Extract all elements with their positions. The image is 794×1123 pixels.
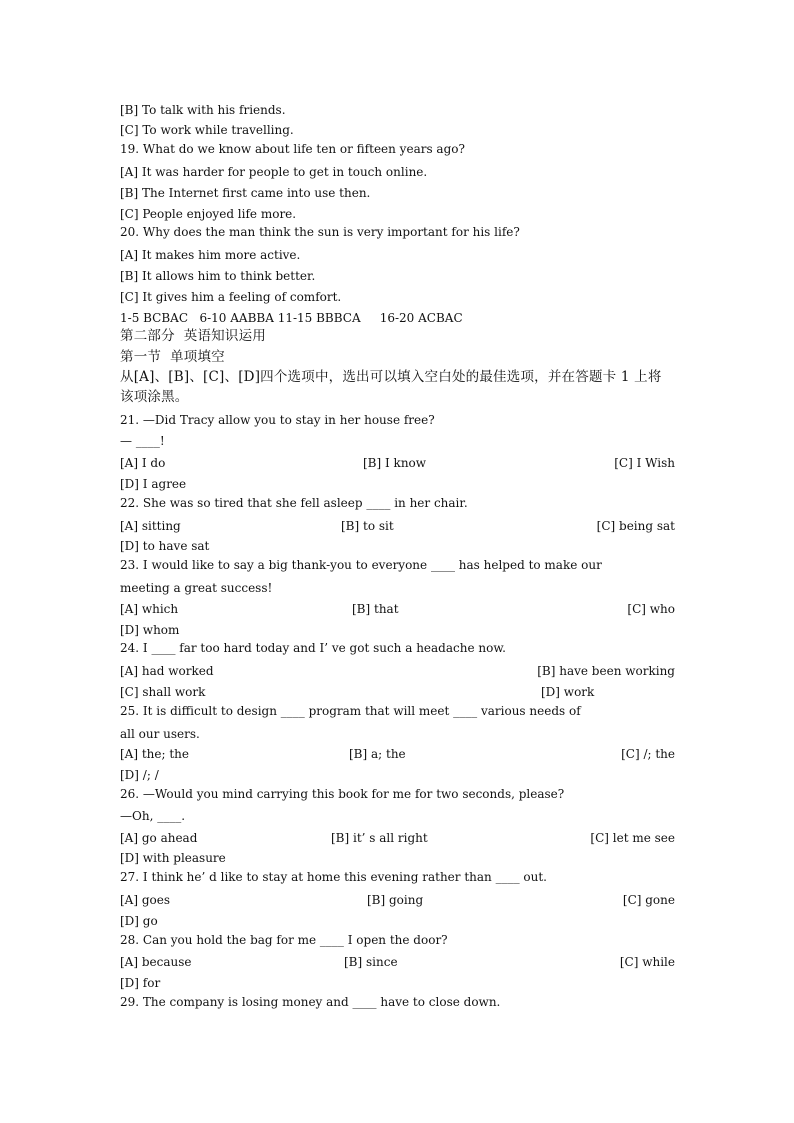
option-22d: [D] to have sat xyxy=(120,539,210,553)
option-25d: [D] /; / xyxy=(120,768,159,782)
question-25-continued: all our users. xyxy=(120,727,200,741)
subsection-heading: 第一节 单项填空 xyxy=(120,349,225,365)
option-20b: [B] It allows him to think better. xyxy=(120,269,316,283)
question-26-reply: —Oh, ____. xyxy=(120,809,186,823)
option-21d: [D] I agree xyxy=(120,477,187,491)
option-19c: [C] People enjoyed life more. xyxy=(120,207,297,221)
question-25: 25. It is difficult to design ____ program that will meet ____ various needs of xyxy=(120,704,581,718)
option-25c: [C] /; the xyxy=(621,747,675,761)
option-27b: [B] going xyxy=(367,893,424,907)
option-22a: [A] sitting xyxy=(120,519,181,533)
option-20c: [C] It gives him a feeling of comfort. xyxy=(120,290,342,304)
option-26c: [C] let me see xyxy=(590,831,675,845)
option-26d: [D] with pleasure xyxy=(120,851,226,865)
option-22b: [B] to sit xyxy=(341,519,394,533)
option-18b: [B] To talk with his friends. xyxy=(120,103,286,117)
option-20a: [A] It makes him more active. xyxy=(120,248,301,262)
question-27: 27. I think he’ d like to stay at home this evening rather than ____ out. xyxy=(120,870,547,884)
option-18c: [C] To work while travelling. xyxy=(120,123,294,137)
question-22: 22. She was so tired that she fell asleep ____ in her chair. xyxy=(120,496,468,510)
question-28: 28. Can you hold the bag for me ____ I open the door? xyxy=(120,933,448,947)
option-25b: [B] a; the xyxy=(349,747,406,761)
question-24: 24. I ____ far too hard today and I’ ve got such a headache now. xyxy=(120,641,506,655)
answer-key: 1-5 BCBAC 6-10 AABBA 11-15 BBBCA 16-20 ACBAC xyxy=(120,311,463,325)
option-28d: [D] for xyxy=(120,976,161,990)
option-21a: [A] I do xyxy=(120,456,166,470)
option-28b: [B] since xyxy=(344,955,398,969)
option-24a: [A] had worked xyxy=(120,664,214,678)
instructions-line-1: 从[A]、[B]、[C]、[D]四个选项中，选出可以填入空白处的最佳选项，并在答题卡 1 上将 xyxy=(120,369,662,385)
question-26: 26. —Would you mind carrying this book for me for two seconds, please? xyxy=(120,787,565,801)
option-23a: [A] which xyxy=(120,602,179,616)
question-21: 21. —Did Tracy allow you to stay in her house free? xyxy=(120,413,435,427)
question-29: 29. The company is losing money and ____ have to close down. xyxy=(120,995,501,1009)
option-24b: [B] have been working xyxy=(537,664,675,678)
question-23: 23. I would like to say a big thank-you to everyone ____ has helped to make our xyxy=(120,558,602,572)
option-19b: [B] The Internet first came into use then. xyxy=(120,186,371,200)
instructions-line-2: 该项涂黑。 xyxy=(120,389,189,405)
option-26a: [A] go ahead xyxy=(120,831,198,845)
option-24c: [C] shall work xyxy=(120,685,206,699)
section-heading: 第二部分 英语知识运用 xyxy=(120,328,266,344)
option-19a: [A] It was harder for people to get in touch online. xyxy=(120,165,428,179)
option-24d: [D] work xyxy=(541,685,595,699)
option-27d: [D] go xyxy=(120,914,158,928)
option-23b: [B] that xyxy=(352,602,399,616)
option-21c: [C] I Wish xyxy=(614,456,675,470)
option-28a: [A] because xyxy=(120,955,192,969)
option-28c: [C] while xyxy=(619,955,675,969)
question-19: 19. What do we know about life ten or fifteen years ago? xyxy=(120,142,465,156)
option-22c: [C] being sat xyxy=(596,519,675,533)
question-23-continued: meeting a great success! xyxy=(120,581,273,595)
option-27c: [C] gone xyxy=(622,893,675,907)
option-26b: [B] it’ s all right xyxy=(331,831,428,845)
question-20: 20. Why does the man think the sun is very important for his life? xyxy=(120,225,520,239)
option-25a: [A] the; the xyxy=(120,747,190,761)
option-21b: [B] I know xyxy=(363,456,427,470)
option-23c: [C] who xyxy=(627,602,675,616)
question-21-reply: — ____! xyxy=(120,434,165,448)
option-27a: [A] goes xyxy=(120,893,171,907)
option-23d: [D] whom xyxy=(120,623,180,637)
